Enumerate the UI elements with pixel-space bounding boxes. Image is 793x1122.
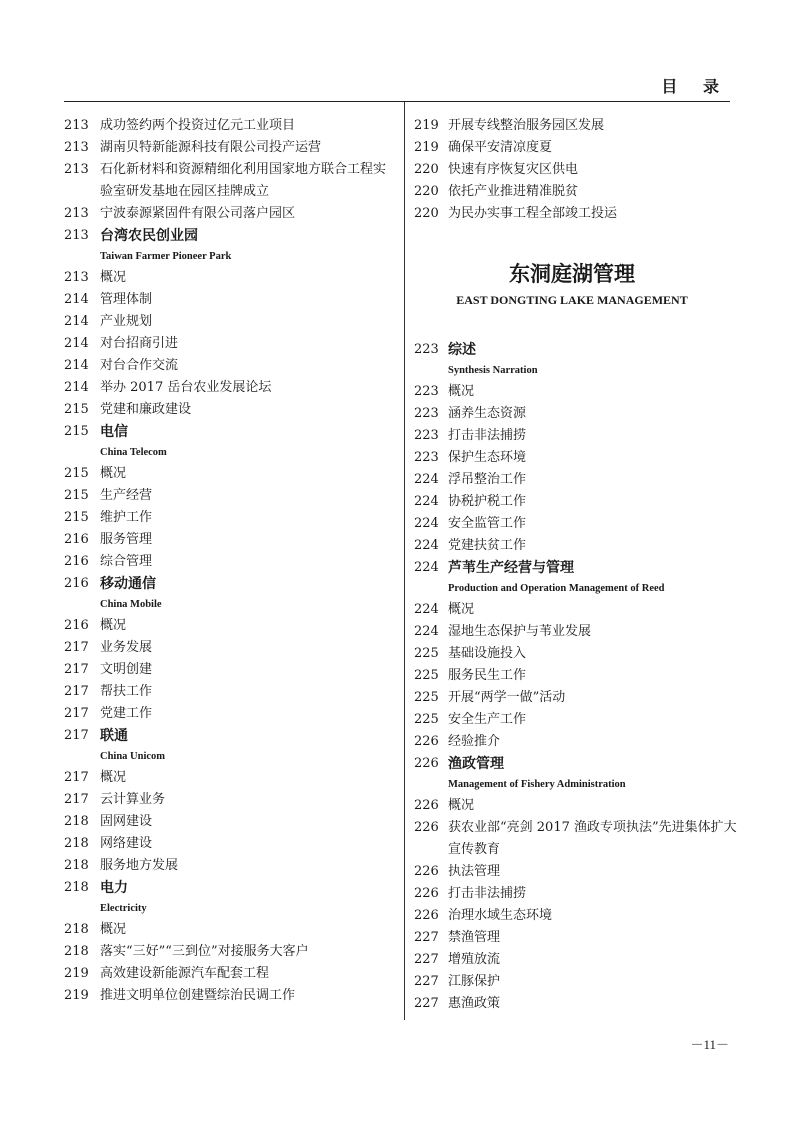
- entry-title: 生产经营: [100, 488, 153, 503]
- page-ref: 226: [414, 820, 439, 835]
- toc-entry: [64, 615, 394, 637]
- page-ref: 224: [414, 472, 439, 487]
- page-ref: 217: [64, 728, 89, 743]
- toc-entry: [64, 637, 394, 659]
- part-heading: [414, 259, 730, 311]
- page-ref: 215: [64, 466, 89, 481]
- toc-entry: [64, 963, 394, 985]
- part-title-en: EAST DONGTING LAKE MANAGEMENT: [456, 293, 688, 307]
- page-ref: 223: [414, 428, 439, 443]
- toc-entry: [414, 181, 744, 203]
- toc-entry: [64, 855, 394, 877]
- entry-title: 落实“三好”“三到位”对接服务大客户: [100, 944, 309, 959]
- section-title: 渔政管理: [448, 756, 504, 772]
- toc-entry: [64, 463, 394, 485]
- entry-title: 打击非法捕捞: [448, 428, 527, 443]
- page-ref: 227: [414, 952, 439, 967]
- entry-title: 湖南贝特新能源科技有限公司投产运营: [100, 140, 322, 155]
- page-ref: 218: [64, 836, 89, 851]
- page-ref: 224: [414, 538, 439, 553]
- toc-entry: [64, 311, 394, 333]
- toc-entry: [64, 289, 394, 311]
- page-ref: 217: [64, 770, 89, 785]
- section-title: 电信: [100, 424, 128, 440]
- entry-title: 固网建设: [100, 814, 153, 829]
- entry-title: 产业规划: [100, 314, 153, 329]
- entry-title: 概况: [448, 602, 475, 617]
- entry-title: 为民办实事工程全部竣工投运: [448, 206, 618, 221]
- header-rule: [64, 101, 730, 102]
- section-title-en: Taiwan Farmer Pioneer Park: [100, 251, 232, 262]
- toc-entry: [414, 993, 744, 1015]
- entry-title: 推进文明单位创建暨综治民调工作: [100, 988, 296, 1003]
- toc-right-column: [414, 115, 744, 1015]
- entry-title: 快速有序恢复灾区供电: [448, 162, 579, 177]
- toc-entry: [414, 535, 744, 557]
- section-title-en: China Telecom: [100, 447, 167, 458]
- page-ref: 219: [64, 988, 89, 1003]
- entry-title: 获农业部“亮剑 2017 渔政专项执法”先进集体扩大宣传教育: [448, 820, 737, 857]
- entry-title: 帮扶工作: [100, 684, 153, 699]
- page-ref: 224: [414, 516, 439, 531]
- toc-entry: [64, 833, 394, 855]
- page-ref: 227: [414, 974, 439, 989]
- toc-section-heading: [64, 421, 394, 443]
- page-ref: 216: [64, 554, 89, 569]
- toc-section-heading: [64, 225, 394, 247]
- page-ref: 225: [414, 646, 439, 661]
- entry-title: 开展专线整治服务园区发展: [448, 118, 605, 133]
- page-ref: 226: [414, 908, 439, 923]
- entry-title: 综合管理: [100, 554, 153, 569]
- toc-entry: [64, 767, 394, 789]
- section-title: 联通: [100, 728, 128, 744]
- entry-title: 服务地方发展: [100, 858, 179, 873]
- toc-entry: [64, 681, 394, 703]
- entry-title: 惠渔政策: [448, 996, 501, 1011]
- page-ref: 215: [64, 402, 89, 417]
- toc-entry: [64, 985, 394, 1007]
- entry-title: 经验推介: [448, 734, 501, 749]
- toc-entry: [414, 159, 744, 181]
- toc-entry: [414, 971, 744, 993]
- page-ref: 218: [64, 880, 89, 895]
- page-ref: 223: [414, 406, 439, 421]
- entry-title: 服务民生工作: [448, 668, 527, 683]
- page-ref: 225: [414, 668, 439, 683]
- page-ref: 223: [414, 342, 439, 357]
- entry-title: 党建扶贫工作: [448, 538, 527, 553]
- page-ref: 217: [64, 684, 89, 699]
- toc-entry: [414, 599, 744, 621]
- part-title: 东洞庭湖管理: [509, 261, 635, 286]
- toc-entry: [414, 949, 744, 971]
- page-ref: 216: [64, 576, 89, 591]
- page-ref: 218: [64, 922, 89, 937]
- entry-title: 概况: [100, 922, 127, 937]
- entry-title: 对台招商引进: [100, 336, 179, 351]
- toc-section-heading: [64, 725, 394, 747]
- page-ref: 226: [414, 886, 439, 901]
- toc-entry: [414, 425, 744, 447]
- page-ref: 227: [414, 930, 439, 945]
- toc-entry: [414, 491, 744, 513]
- toc-entry: [64, 507, 394, 529]
- entry-title: 网络建设: [100, 836, 153, 851]
- toc-entry: [64, 333, 394, 355]
- entry-title: 打击非法捕捞: [448, 886, 527, 901]
- page-ref: 223: [414, 384, 439, 399]
- entry-title: 执法管理: [448, 864, 501, 879]
- toc-entry: [414, 447, 744, 469]
- page-ref: 226: [414, 756, 439, 771]
- page-ref: 217: [64, 662, 89, 677]
- page-ref: 226: [414, 734, 439, 749]
- toc-entry: [414, 795, 744, 817]
- entry-title: 管理体制: [100, 292, 153, 307]
- entry-title: 举办 2017 岳台农业发展论坛: [100, 380, 272, 395]
- entry-title: 概况: [100, 466, 127, 481]
- toc-section-heading: [64, 877, 394, 899]
- toc-entry: [414, 469, 744, 491]
- entry-title: 高效建设新能源汽车配套工程: [100, 966, 270, 981]
- page-ref: 226: [414, 798, 439, 813]
- toc-section-heading: [64, 573, 394, 595]
- page-ref: 216: [64, 618, 89, 633]
- page-ref: 218: [64, 944, 89, 959]
- column-divider: [404, 102, 405, 1020]
- toc-entry: [64, 811, 394, 833]
- page-ref: 217: [64, 640, 89, 655]
- toc-entry: [414, 137, 744, 159]
- toc-section-heading: [414, 339, 744, 361]
- toc-entry: [64, 485, 394, 507]
- toc-entry: [64, 659, 394, 681]
- toc-entry: [64, 529, 394, 551]
- page-ref: 215: [64, 488, 89, 503]
- toc-section-heading: [414, 753, 744, 775]
- entry-title: 服务管理: [100, 532, 153, 547]
- toc-entry: [414, 927, 744, 949]
- entry-title: 概况: [448, 384, 475, 399]
- section-title-en: Synthesis Narration: [448, 365, 538, 376]
- entry-title: 安全生产工作: [448, 712, 527, 727]
- page-ref: 213: [64, 118, 89, 133]
- page-ref: 214: [64, 380, 89, 395]
- page-ref: 225: [414, 712, 439, 727]
- entry-title: 依托产业推进精准脱贫: [448, 184, 579, 199]
- entry-title: 治理水域生态环境: [448, 908, 553, 923]
- toc-entry: [64, 919, 394, 941]
- section-title: 移动通信: [100, 576, 156, 592]
- page-ref: 224: [414, 494, 439, 509]
- entry-title: 基础设施投入: [448, 646, 527, 661]
- toc-entry: [414, 403, 744, 425]
- page-ref: 227: [414, 996, 439, 1011]
- toc-entry: [64, 115, 394, 137]
- page-ref: 213: [64, 206, 89, 221]
- toc-entry: [64, 355, 394, 377]
- entry-title: 概况: [100, 270, 127, 285]
- section-title: 芦苇生产经营与管理: [448, 560, 574, 576]
- toc-entry: [414, 115, 744, 137]
- entry-title: 党建工作: [100, 706, 153, 721]
- toc-entry: [64, 789, 394, 811]
- toc-entry: [64, 941, 394, 963]
- page-ref: 214: [64, 292, 89, 307]
- toc-entry: [64, 203, 394, 225]
- section-title-en: China Unicom: [100, 751, 166, 762]
- page-ref: 216: [64, 532, 89, 547]
- toc-entry: [414, 203, 744, 225]
- entry-title: 涵养生态资源: [448, 406, 527, 421]
- page-ref: 213: [64, 270, 89, 285]
- page-number: －11－: [690, 1037, 729, 1052]
- entry-title: 党建和廉政建设: [100, 402, 192, 417]
- toc-entry: [64, 137, 394, 159]
- section-title-en: Production and Operation Management of Reed: [448, 583, 665, 594]
- page-header-title: 目 录: [661, 77, 729, 96]
- toc-section-heading: [414, 557, 744, 579]
- page-ref: 213: [64, 228, 89, 243]
- entry-title: 安全监管工作: [448, 516, 527, 531]
- toc-entry: [64, 159, 394, 203]
- page-ref: 224: [414, 602, 439, 617]
- entry-title: 业务发展: [100, 640, 153, 655]
- page-ref: 213: [64, 140, 89, 155]
- section-title-en: Electricity: [100, 903, 147, 914]
- toc-entry: [414, 643, 744, 665]
- section-title: 电力: [100, 880, 128, 896]
- entry-title: 宁波泰源紧固件有限公司落户园区: [100, 206, 296, 221]
- entry-title: 成功签约两个投资过亿元工业项目: [100, 118, 296, 133]
- toc-entry: [64, 399, 394, 421]
- page-ref: 219: [64, 966, 89, 981]
- page-ref: 214: [64, 314, 89, 329]
- toc-left-column: [64, 115, 394, 1007]
- toc-entry: [414, 861, 744, 883]
- section-title-en: China Mobile: [100, 599, 162, 610]
- toc-entry: [414, 731, 744, 753]
- entry-title: 浮吊整治工作: [448, 472, 527, 487]
- section-title-en: Management of Fishery Administration: [448, 779, 626, 790]
- toc-entry: [414, 381, 744, 403]
- page-ref: 218: [64, 858, 89, 873]
- toc-entry: [414, 883, 744, 905]
- entry-title: 石化新材料和资源精细化利用国家地方联合工程实验室研发基地在园区挂牌成立: [100, 162, 387, 199]
- entry-title: 保护生态环境: [448, 450, 527, 465]
- toc-entry: [414, 905, 744, 927]
- toc-entry: [64, 703, 394, 725]
- toc-entry: [414, 687, 744, 709]
- entry-title: 协税护税工作: [448, 494, 527, 509]
- entry-title: 开展“两学一做”活动: [448, 690, 566, 705]
- toc-entry: [414, 709, 744, 731]
- section-title: 综述: [448, 342, 476, 358]
- toc-entry: [414, 513, 744, 535]
- page-ref: 224: [414, 624, 439, 639]
- entry-title: 禁渔管理: [448, 930, 501, 945]
- page-ref: 224: [414, 560, 439, 575]
- entry-title: 概况: [100, 618, 127, 633]
- page-ref: 215: [64, 510, 89, 525]
- page-ref: 226: [414, 864, 439, 879]
- toc-entry: [414, 621, 744, 643]
- entry-title: 江豚保护: [448, 974, 501, 989]
- page-ref: 223: [414, 450, 439, 465]
- page-ref: 225: [414, 690, 439, 705]
- entry-title: 湿地生态保护与苇业发展: [448, 624, 592, 639]
- entry-title: 文明创建: [100, 662, 153, 677]
- toc-entry: [414, 665, 744, 687]
- entry-title: 云计算业务: [100, 792, 166, 807]
- page-ref: 219: [414, 140, 439, 155]
- page-ref: 214: [64, 358, 89, 373]
- section-title: 台湾农民创业园: [100, 228, 198, 244]
- entry-title: 概况: [100, 770, 127, 785]
- entry-title: 概况: [448, 798, 475, 813]
- page-ref: 217: [64, 792, 89, 807]
- page-ref: 217: [64, 706, 89, 721]
- entry-title: 维护工作: [100, 510, 153, 525]
- toc-entry: [414, 817, 744, 861]
- page-ref: 213: [64, 162, 89, 177]
- toc-entry: [64, 267, 394, 289]
- page-ref: 220: [414, 162, 439, 177]
- toc-entry: [64, 377, 394, 399]
- page-ref: 214: [64, 336, 89, 351]
- page-ref: 215: [64, 424, 89, 439]
- entry-title: 确保平安清凉度夏: [448, 140, 553, 155]
- page-ref: 220: [414, 206, 439, 221]
- page-ref: 219: [414, 118, 439, 133]
- entry-title: 增殖放流: [448, 952, 501, 967]
- page-ref: 220: [414, 184, 439, 199]
- toc-entry: [64, 551, 394, 573]
- page-ref: 218: [64, 814, 89, 829]
- entry-title: 对台合作交流: [100, 358, 179, 373]
